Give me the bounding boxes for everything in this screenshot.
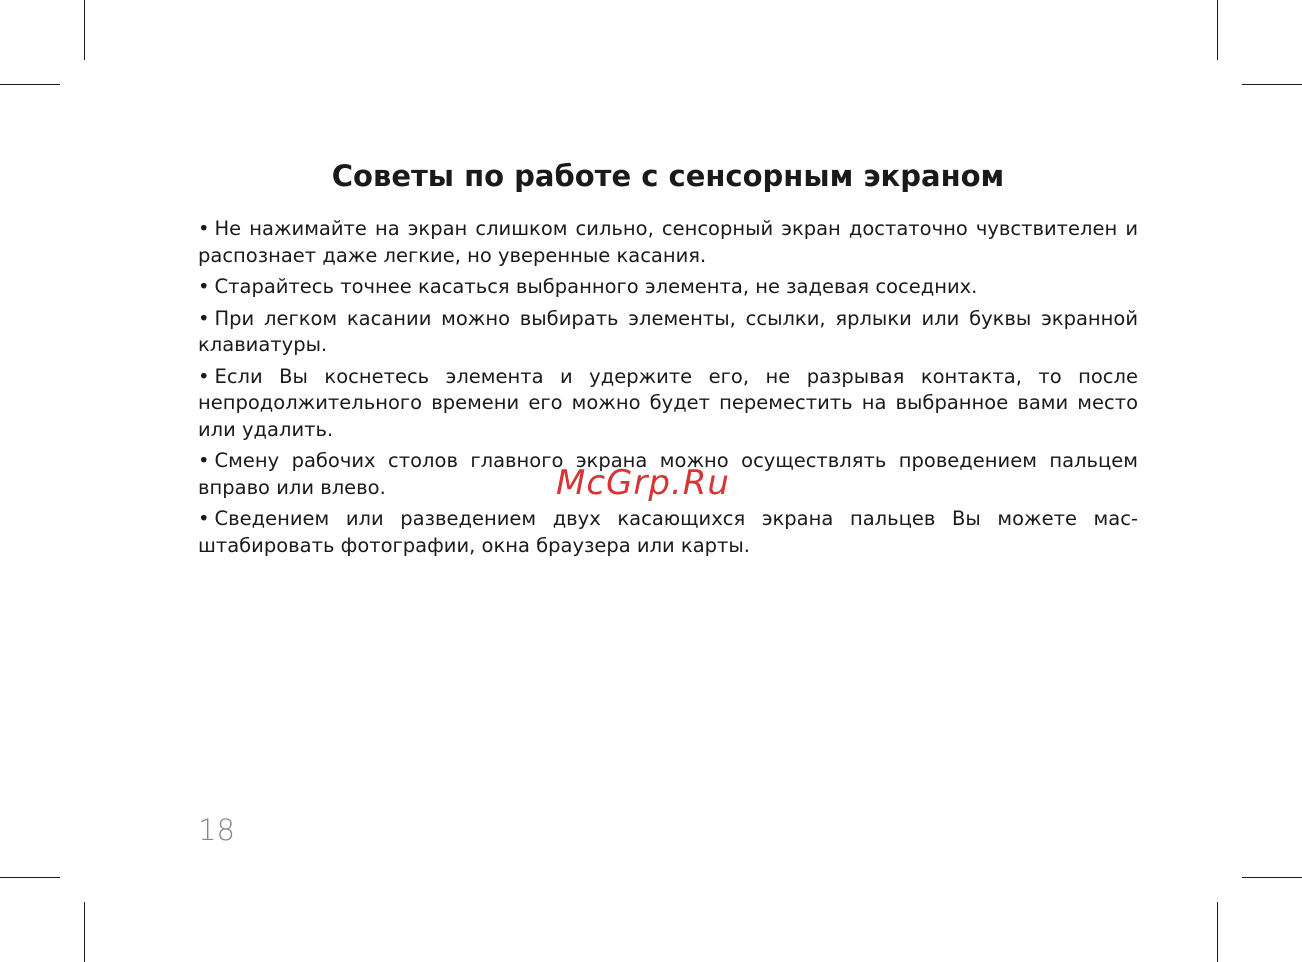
- bullet-icon: •: [198, 507, 210, 530]
- crop-mark-bottom-left-horizontal: [0, 877, 60, 878]
- crop-mark-bottom-left-vertical: [84, 902, 85, 962]
- crop-mark-top-right-horizontal: [1242, 84, 1302, 85]
- crop-mark-top-left-horizontal: [0, 84, 60, 85]
- tip-text: Смену рабочих столов главного экрана можно осуществлять проведением пальцем вправо или влево.: [198, 449, 1138, 499]
- tips-list: [198, 216, 1138, 564]
- tip-text: Если Вы коснетесь элемента и удержите его, не разрывая контакта, то после непродолжительного времени его можно будет переместить на выбранное вами место или удалить.: [198, 364, 1138, 441]
- tip-text: Сведением или разведением двух касающихся экрана пальцев Вы можете масштабировать фотографии, окна браузера или карты.: [198, 507, 1138, 557]
- bullet-icon: •: [198, 449, 210, 472]
- crop-mark-bottom-right-vertical: [1217, 902, 1218, 962]
- tip-item: [198, 506, 1138, 559]
- tip-item: [198, 364, 1138, 444]
- crop-mark-top-left-vertical: [84, 0, 85, 60]
- crop-mark-top-right-vertical: [1217, 0, 1218, 60]
- bullet-icon: •: [198, 275, 210, 298]
- watermark: McGrp.Ru: [556, 463, 730, 503]
- page-title: Советы по работе с сенсорным экраном: [331, 159, 1005, 193]
- tip-item: [198, 306, 1138, 359]
- tip-text: Старайтесь точнее касаться выбранного элемента, не задевая соседних.: [214, 275, 978, 298]
- tip-text: При легком касании можно выбирать элементы, ссылки, ярлыки или буквы экранной клавиатуры.: [198, 306, 1138, 356]
- crop-mark-bottom-right-horizontal: [1242, 877, 1302, 878]
- tip-item: [198, 216, 1138, 269]
- page-number: 18: [198, 813, 235, 847]
- bullet-icon: •: [198, 364, 210, 388]
- bullet-icon: •: [198, 306, 210, 330]
- tip-item: [198, 274, 1138, 301]
- bullet-icon: •: [198, 217, 210, 240]
- tip-text: Не нажимайте на экран слишком сильно, сенсорный экран достаточно чувствителен и распознает даже легкие, но уверенные касания.: [198, 217, 1138, 267]
